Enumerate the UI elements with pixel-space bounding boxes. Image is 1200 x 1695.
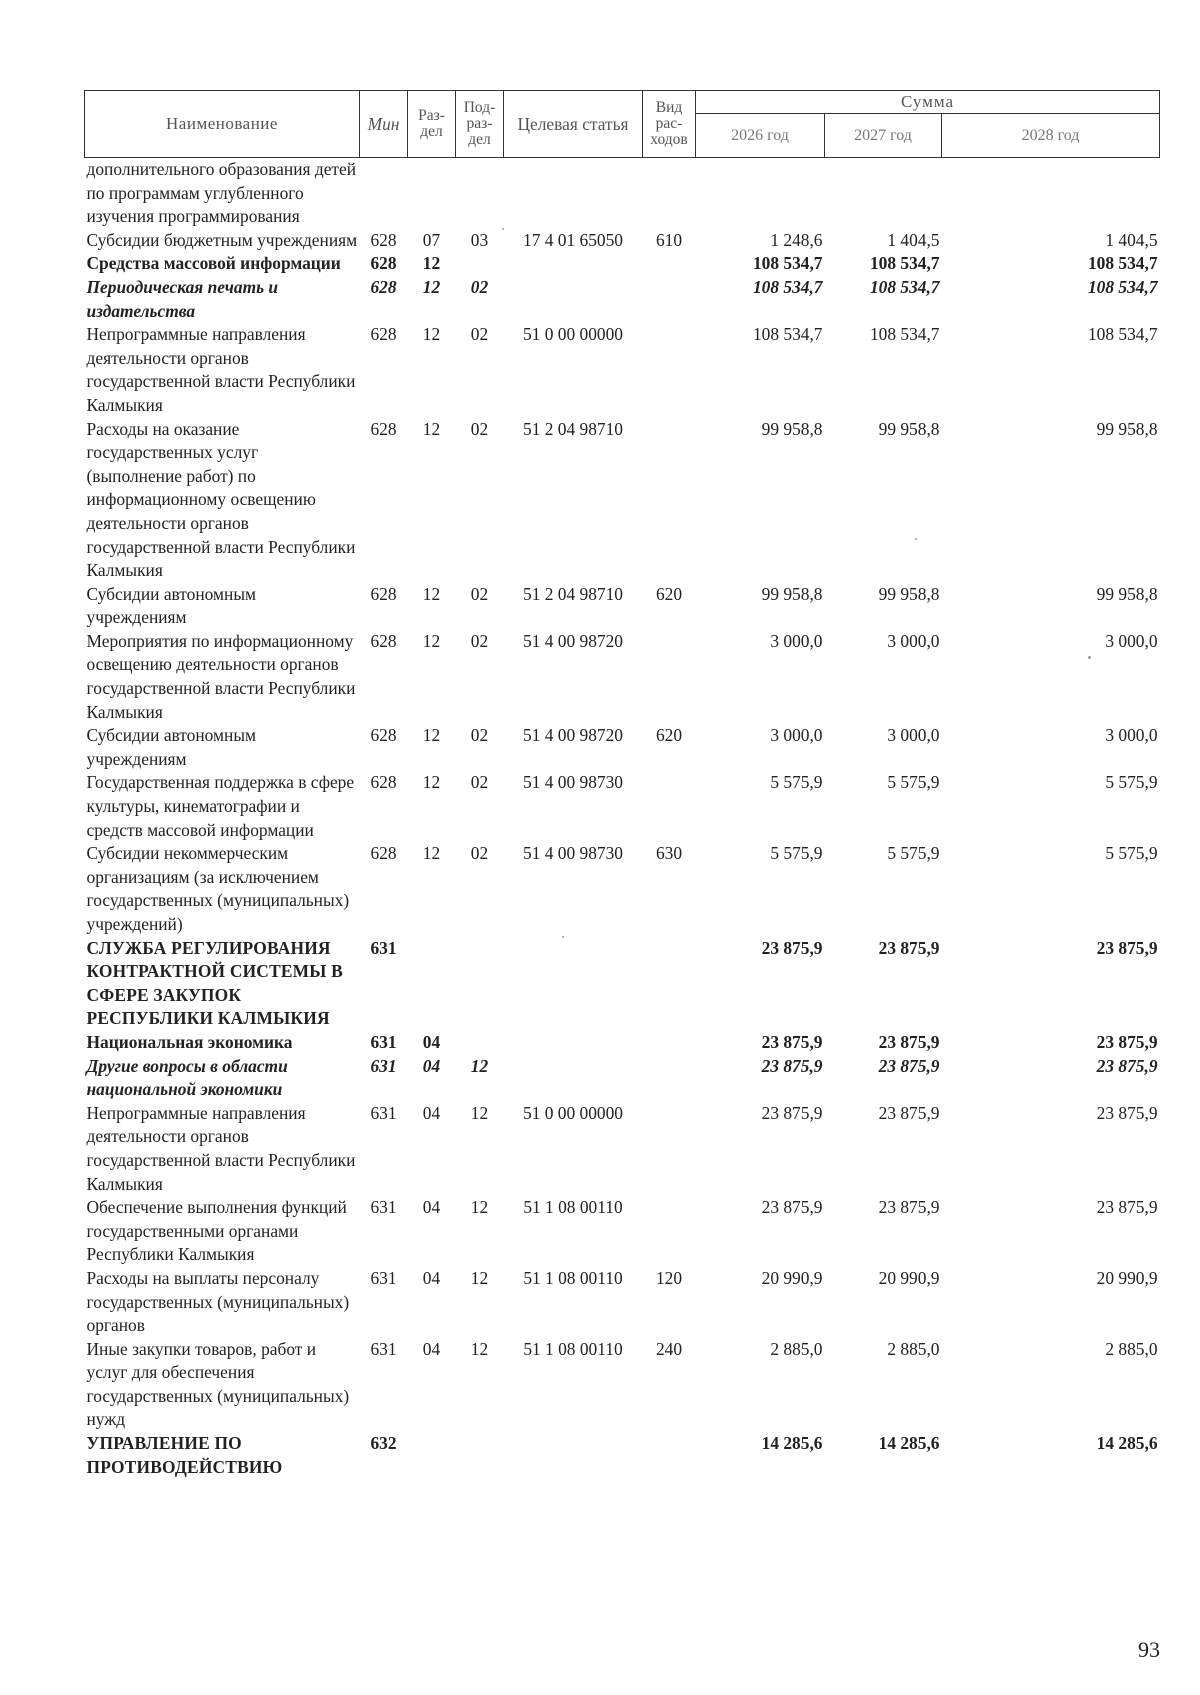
row-vid: 610 (655, 229, 683, 250)
row-amount-2027: 1 404,5 (887, 229, 940, 250)
row-celevaya: 51 2 04 98710 (523, 418, 623, 439)
table-row (85, 276, 1160, 323)
table-row (85, 1267, 1160, 1338)
row-celevaya: 51 4 00 98720 (523, 725, 623, 746)
row-name: Непрограммные направления деятельности органов государственной власти Республики Калмыкия (86, 1102, 356, 1194)
row-razdel: 04 (422, 1055, 441, 1076)
row-amount-2026: 108 534,7 (752, 324, 823, 345)
row-celevaya (504, 1031, 643, 1055)
row-podrazdel: 12 (470, 1055, 489, 1076)
header-razdel: Раз-дел (408, 91, 456, 158)
row-vid (643, 1432, 696, 1479)
row-celevaya: 51 2 04 98710 (523, 583, 623, 604)
row-amount-2026: 2 885,0 (770, 1338, 823, 1359)
row-name: дополнительного образования детей по программам углубленного изучения программирования (86, 159, 357, 227)
row-vid: 620 (655, 725, 683, 746)
table-body (85, 158, 1160, 1480)
row-amount-2027: 5 575,9 (887, 843, 940, 864)
row-amount-2026: 108 534,7 (752, 253, 823, 274)
row-amount-2026: 23 875,9 (761, 1102, 823, 1123)
row-amount-2026: 23 875,9 (761, 1055, 823, 1076)
row-podrazdel: 12 (470, 1197, 489, 1218)
row-amount-2026: 3 000,0 (770, 630, 823, 651)
row-razdel: 07 (422, 229, 441, 250)
table-row (85, 418, 1160, 583)
row-amount-2026 (696, 158, 825, 229)
row-celevaya: 51 1 08 00110 (523, 1267, 623, 1288)
row-podrazdel: 02 (470, 630, 489, 651)
row-amount-2027: 5 575,9 (887, 772, 940, 793)
row-amount-2028: 99 958,8 (1096, 418, 1158, 439)
header-vid: Вид рас-ходов (643, 91, 696, 158)
row-name: Субсидии некоммерческим организациям (за исключением государственных (муниципальных) учреждений) (86, 843, 350, 934)
row-razdel: 04 (422, 1102, 441, 1123)
row-amount-2026: 23 875,9 (761, 937, 823, 958)
row-celevaya (504, 1055, 643, 1102)
row-vid (643, 1031, 696, 1055)
row-amount-2026: 1 248,6 (770, 229, 823, 250)
table-row (85, 1432, 1160, 1479)
scan-speck (915, 538, 917, 540)
header-celevaya: Целевая статья (504, 91, 643, 158)
row-vid (643, 771, 696, 842)
row-vid: 240 (655, 1338, 683, 1359)
row-podrazdel: 02 (470, 276, 489, 297)
row-razdel: 04 (422, 1031, 441, 1052)
row-razdel: 12 (422, 324, 441, 345)
table-row (85, 937, 1160, 1031)
row-min: 631 (370, 1102, 397, 1123)
table-row (85, 1102, 1160, 1196)
row-amount-2026: 99 958,8 (761, 583, 823, 604)
row-name: Периодическая печать и издательства (86, 276, 279, 321)
row-razdel (408, 1432, 456, 1479)
row-podrazdel: 02 (470, 725, 489, 746)
row-amount-2026: 23 875,9 (761, 1031, 823, 1052)
row-amount-2027: 2 885,0 (887, 1338, 940, 1359)
row-amount-2028: 108 534,7 (1087, 276, 1158, 297)
row-amount-2027: 23 875,9 (878, 1055, 940, 1076)
row-name: Субсидии автономным учреждениям (86, 725, 257, 769)
row-amount-2028: 23 875,9 (1096, 937, 1158, 958)
row-amount-2028: 2 885,0 (1105, 1338, 1158, 1359)
row-amount-2027: 99 958,8 (878, 418, 940, 439)
row-amount-2027: 23 875,9 (878, 1031, 940, 1052)
row-vid (643, 276, 696, 323)
row-vid (643, 252, 696, 276)
row-celevaya: 51 0 00 00000 (523, 1102, 623, 1123)
table-row (85, 771, 1160, 842)
row-podrazdel: 02 (470, 418, 489, 439)
row-podrazdel: 12 (470, 1102, 489, 1123)
table-row (85, 252, 1160, 276)
row-name: Национальная экономика (86, 1031, 293, 1052)
row-razdel: 12 (422, 630, 441, 651)
row-vid: 630 (655, 843, 683, 864)
row-amount-2028: 23 875,9 (1096, 1197, 1158, 1218)
row-amount-2026: 99 958,8 (761, 418, 823, 439)
row-vid (643, 630, 696, 724)
row-min (360, 158, 408, 229)
row-amount-2028: 23 875,9 (1096, 1102, 1158, 1123)
row-celevaya (504, 1432, 643, 1479)
row-amount-2027: 108 534,7 (869, 253, 940, 274)
table-row (85, 842, 1160, 936)
row-amount-2028: 3 000,0 (1105, 630, 1158, 651)
row-name: Государственная поддержка в сфере культуры, кинематографии и средств массовой информации (86, 772, 355, 840)
row-amount-2026: 5 575,9 (770, 772, 823, 793)
scan-speck (502, 228, 504, 230)
row-min: 631 (370, 1055, 397, 1076)
row-celevaya: 51 4 00 98720 (523, 630, 623, 651)
row-vid (643, 418, 696, 583)
row-vid: 120 (655, 1267, 683, 1288)
row-amount-2027: 23 875,9 (878, 1102, 940, 1123)
row-podrazdel: 12 (470, 1267, 489, 1288)
row-amount-2026: 5 575,9 (770, 843, 823, 864)
row-name: Иные закупки товаров, работ и услуг для обеспечения государственных (муниципальных) нужд (86, 1338, 350, 1430)
row-amount-2028: 23 875,9 (1096, 1031, 1158, 1052)
header-name: Наименование (85, 91, 360, 158)
row-razdel: 12 (422, 276, 441, 297)
row-name: Средства массовой информации (86, 253, 341, 274)
row-name: Расходы на оказание государственных услуг (выполнение работ) по информационному освещению деятельности органов государственной власти Республики Калмыкия (86, 418, 356, 581)
row-podrazdel: 12 (470, 1338, 489, 1359)
row-name: Мероприятия по информационному освещению деятельности органов государственной власти Республики Калмыкия (86, 630, 356, 722)
row-min: 632 (370, 1433, 397, 1454)
row-amount-2026: 23 875,9 (761, 1197, 823, 1218)
row-amount-2027: 23 875,9 (878, 937, 940, 958)
row-razdel: 12 (422, 843, 441, 864)
row-amount-2028: 20 990,9 (1096, 1267, 1158, 1288)
row-amount-2026: 14 285,6 (761, 1433, 823, 1454)
row-amount-2028: 5 575,9 (1105, 843, 1158, 864)
row-name: УПРАВЛЕНИЕ ПО ПРОТИВОДЕЙСТВИЮ (86, 1433, 283, 1477)
row-amount-2028: 108 534,7 (1087, 253, 1158, 274)
row-celevaya: 51 4 00 98730 (523, 843, 623, 864)
row-podrazdel (456, 1432, 504, 1479)
row-amount-2027: 108 534,7 (869, 324, 940, 345)
table-row (85, 229, 1160, 253)
row-razdel: 04 (422, 1197, 441, 1218)
row-name: Субсидии автономным учреждениям (86, 583, 257, 628)
row-min: 628 (370, 324, 397, 345)
row-name: Субсидии бюджетным учреждениям (86, 229, 358, 250)
row-amount-2026: 3 000,0 (770, 725, 823, 746)
row-podrazdel (456, 1031, 504, 1055)
row-celevaya (504, 252, 643, 276)
row-celevaya: 51 1 08 00110 (523, 1197, 623, 1218)
table-row (85, 323, 1160, 417)
budget-table (84, 90, 1160, 1479)
row-vid (643, 1102, 696, 1196)
row-min: 628 (370, 843, 397, 864)
row-vid (643, 937, 696, 1031)
row-min: 628 (370, 630, 397, 651)
row-amount-2027: 108 534,7 (869, 276, 940, 297)
row-razdel (408, 158, 456, 229)
row-name: Обеспечение выполнения функций государственными органами Республики Калмыкия (86, 1197, 347, 1265)
row-amount-2027: 20 990,9 (878, 1267, 940, 1288)
row-min: 628 (370, 418, 397, 439)
row-razdel (408, 937, 456, 1031)
row-podrazdel (456, 937, 504, 1031)
row-vid (643, 323, 696, 417)
row-name: Расходы на выплаты персоналу государственных (муниципальных) органов (86, 1267, 350, 1336)
row-min: 631 (370, 1197, 397, 1218)
row-amount-2027: 23 875,9 (878, 1197, 940, 1218)
row-celevaya: 17 4 01 65050 (523, 229, 623, 250)
header-year-2028: 2028 год (942, 114, 1160, 158)
row-amount-2028: 14 285,6 (1096, 1433, 1158, 1454)
row-name: СЛУЖБА РЕГУЛИРОВАНИЯ КОНТРАКТНОЙ СИСТЕМЫ В СФЕРЕ ЗАКУПОК РЕСПУБЛИКИ КАЛМЫКИЯ (86, 937, 343, 1029)
row-celevaya (504, 276, 643, 323)
header-min: Мин (360, 91, 408, 158)
row-min: 631 (370, 1031, 397, 1052)
row-min: 628 (370, 772, 397, 793)
row-min: 631 (370, 1338, 397, 1359)
row-amount-2028: 1 404,5 (1105, 229, 1158, 250)
row-min: 628 (370, 229, 397, 250)
row-amount-2026: 20 990,9 (761, 1267, 823, 1288)
row-razdel: 12 (422, 772, 441, 793)
scan-speck (1088, 656, 1091, 659)
row-razdel: 04 (422, 1267, 441, 1288)
row-podrazdel (456, 158, 504, 229)
row-podrazdel: 02 (470, 583, 489, 604)
header-podrazdel: Под-раз-дел (456, 91, 504, 158)
row-amount-2028: 99 958,8 (1096, 583, 1158, 604)
row-celevaya: 51 1 08 00110 (523, 1338, 623, 1359)
table-row (85, 1196, 1160, 1267)
header-year-2026: 2026 год (696, 114, 825, 158)
table-row (85, 158, 1160, 229)
table-row (85, 1338, 1160, 1432)
row-amount-2028 (942, 158, 1160, 229)
row-razdel: 04 (422, 1338, 441, 1359)
scan-speck (562, 936, 564, 938)
row-name: Другие вопросы в области национальной экономики (86, 1055, 288, 1100)
row-celevaya (504, 158, 643, 229)
row-amount-2026: 108 534,7 (752, 276, 823, 297)
row-razdel: 12 (422, 583, 441, 604)
row-razdel: 12 (422, 253, 441, 274)
row-razdel: 12 (422, 418, 441, 439)
row-celevaya: 51 0 00 00000 (523, 324, 623, 345)
row-name: Непрограммные направления деятельности органов государственной власти Республики Калмыкия (86, 324, 356, 415)
header-summa: Сумма (696, 91, 1160, 114)
page-number: 93 (1138, 1637, 1160, 1662)
row-podrazdel (456, 252, 504, 276)
table-header (85, 91, 1160, 158)
row-min: 628 (370, 253, 397, 274)
row-amount-2027: 14 285,6 (878, 1433, 940, 1454)
header-year-2027: 2027 год (825, 114, 942, 158)
row-celevaya (504, 937, 643, 1031)
row-min: 631 (370, 1267, 397, 1288)
table-row (85, 724, 1160, 771)
row-vid (643, 1055, 696, 1102)
row-amount-2028: 23 875,9 (1096, 1055, 1158, 1076)
row-podrazdel: 02 (470, 324, 489, 345)
table-row (85, 1031, 1160, 1055)
row-vid (643, 1196, 696, 1267)
row-vid: 620 (655, 583, 683, 604)
row-razdel: 12 (422, 725, 441, 746)
table-row (85, 630, 1160, 724)
row-amount-2027: 3 000,0 (887, 725, 940, 746)
row-amount-2028: 5 575,9 (1105, 772, 1158, 793)
row-amount-2027: 3 000,0 (887, 630, 940, 651)
row-min: 628 (370, 276, 397, 297)
row-podrazdel: 02 (470, 843, 489, 864)
row-amount-2028: 3 000,0 (1105, 725, 1158, 746)
row-vid (643, 158, 696, 229)
row-podrazdel: 03 (470, 229, 489, 250)
row-min: 631 (370, 937, 397, 958)
row-min: 628 (370, 725, 397, 746)
row-podrazdel: 02 (470, 772, 489, 793)
row-min: 628 (370, 583, 397, 604)
table-row (85, 1055, 1160, 1102)
row-amount-2028: 108 534,7 (1087, 324, 1158, 345)
row-celevaya: 51 4 00 98730 (523, 772, 623, 793)
row-amount-2027 (825, 158, 942, 229)
row-amount-2027: 99 958,8 (878, 583, 940, 604)
table-row (85, 583, 1160, 630)
